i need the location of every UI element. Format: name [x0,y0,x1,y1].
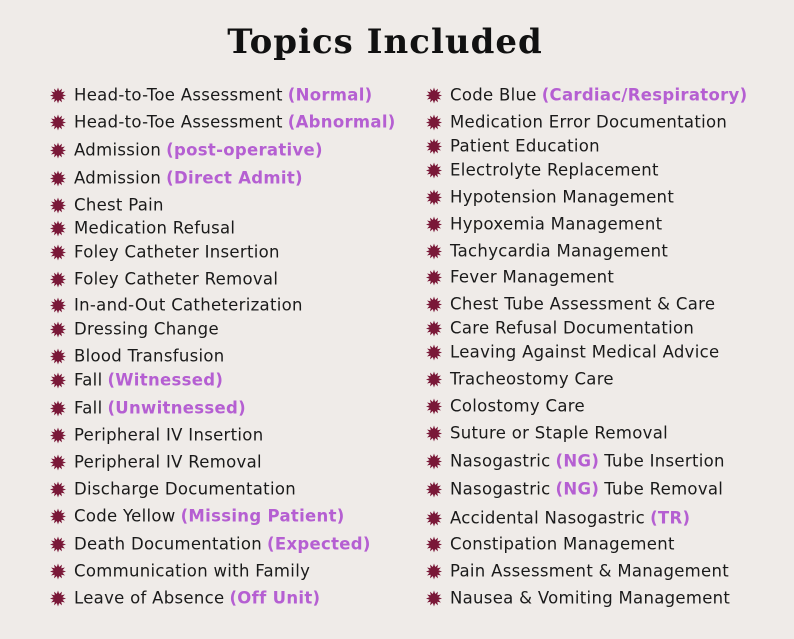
star-bullet-icon [50,563,66,579]
topic-label: Hypoxemia Management [450,214,663,234]
topic-item [426,295,715,314]
topic-item [426,424,668,443]
topic-label: Nasogastric [450,451,551,471]
topic-item [426,215,662,234]
star-bullet-icon [426,590,442,606]
topic-item [426,343,719,362]
topic-item [426,242,668,261]
topic-label: Admission [74,168,162,188]
topic-label: Care Refusal Documentation [450,318,695,338]
topic-qualifier: (TR) [650,508,691,528]
topic-item [50,296,303,315]
star-bullet-icon [50,87,66,103]
topic-item [426,509,690,528]
star-bullet-icon [50,508,66,524]
topic-qualifier: (NG) [555,479,600,499]
topic-label: Fall [74,398,103,418]
topic-label: Head-to-Toe Assessment [74,85,283,105]
topic-item [50,320,219,339]
topic-item [50,243,280,262]
topic-label: Death Documentation [74,534,263,554]
topic-qualifier: (Witnessed) [107,370,224,390]
topic-item [426,137,600,156]
topic-item [426,452,725,471]
star-bullet-icon [50,114,66,130]
topic-label: Medication Refusal [74,218,236,238]
star-bullet-icon [50,590,66,606]
topic-item [426,188,674,207]
topic-label: Fever Management [450,267,615,287]
topic-item [50,86,373,105]
star-bullet-icon [426,87,442,103]
topic-item [50,453,262,472]
topic-label: Suture or Staple Removal [450,423,669,443]
star-bullet-icon [50,271,66,287]
topic-label: Tracheostomy Care [450,369,614,389]
topic-item [426,113,727,132]
star-bullet-icon [50,170,66,186]
topic-label: Electrolyte Replacement [450,160,659,180]
star-bullet-icon [426,320,442,336]
topic-item [50,347,225,366]
topic-qualifier: (Missing Patient) [180,506,345,526]
topic-label: Nasogastric [450,479,551,499]
topic-item [426,397,585,416]
topic-item [50,589,320,608]
star-bullet-icon [50,220,66,236]
topic-item [50,169,303,188]
star-bullet-icon [50,481,66,497]
topic-label: Hypotension Management [450,187,675,207]
topic-label: Leaving Against Medical Advice [450,342,720,362]
star-bullet-icon [426,162,442,178]
topic-item [50,141,323,160]
topic-label: Blood Transfusion [74,346,225,366]
topic-item [426,161,659,180]
star-bullet-icon [50,400,66,416]
topic-item [426,480,723,499]
star-bullet-icon [50,348,66,364]
star-bullet-icon [50,197,66,213]
topic-qualifier: (Normal) [287,85,373,105]
topic-item [50,219,235,238]
star-bullet-icon [426,344,442,360]
page-title: Topics Included [227,22,543,62]
topic-label: Dressing Change [74,319,219,339]
star-bullet-icon [50,321,66,337]
star-bullet-icon [50,244,66,260]
topic-label: Accidental Nasogastric [450,508,646,528]
topic-label: Patient Education [450,136,600,156]
topic-qualifier: (Expected) [267,534,371,554]
topic-label: Admission [74,140,162,160]
star-bullet-icon [426,296,442,312]
star-bullet-icon [426,481,442,497]
topic-label: Peripheral IV Insertion [74,425,264,445]
star-bullet-icon [426,398,442,414]
topic-item [50,399,246,418]
topic-item [426,86,747,105]
topic-item [426,562,729,581]
topic-label: Foley Catheter Removal [74,269,279,289]
topic-qualifier: (NG) [555,451,600,471]
star-bullet-icon [426,536,442,552]
topic-qualifier: (Direct Admit) [166,168,303,188]
star-bullet-icon [50,427,66,443]
star-bullet-icon [426,189,442,205]
topic-label: Code Blue [450,85,537,105]
topic-label: Communication with Family [74,561,311,581]
topic-item [50,113,396,132]
topic-item [50,371,223,390]
topic-label-suffix: Tube Removal [604,479,724,499]
topic-item [426,268,614,287]
topic-label: Leave of Absence [74,588,225,608]
star-bullet-icon [426,371,442,387]
topic-item [426,589,730,608]
star-bullet-icon [426,563,442,579]
topic-item [50,426,263,445]
star-bullet-icon [426,243,442,259]
topic-label: Foley Catheter Insertion [74,242,280,262]
topic-item [426,535,675,554]
topic-qualifier: (post-operative) [166,140,323,160]
topic-qualifier: (Cardiac/Respiratory) [541,85,748,105]
star-bullet-icon [50,454,66,470]
star-bullet-icon [426,216,442,232]
topic-item [50,480,296,499]
star-bullet-icon [426,269,442,285]
star-bullet-icon [426,425,442,441]
topic-item [426,319,694,338]
topic-label: In-and-Out Catheterization [74,295,303,315]
topic-label: Chest Pain [74,195,164,215]
star-bullet-icon [50,372,66,388]
star-bullet-icon [50,297,66,313]
topic-label: Discharge Documentation [74,479,296,499]
topic-label: Fall [74,370,103,390]
topic-qualifier: (Off Unit) [229,588,321,608]
topic-label: Pain Assessment & Management [450,561,730,581]
star-bullet-icon [426,510,442,526]
star-bullet-icon [426,114,442,130]
topic-item [50,196,164,215]
topic-item [50,507,345,526]
topic-qualifier: (Unwitnessed) [107,398,246,418]
topic-label: Constipation Management [450,534,675,554]
star-bullet-icon [426,138,442,154]
topic-item [426,370,614,389]
topic-label: Colostomy Care [450,396,585,416]
topic-label-suffix: Tube Insertion [604,451,725,471]
star-bullet-icon [50,536,66,552]
star-bullet-icon [426,453,442,469]
topic-item [50,535,371,554]
topic-label: Chest Tube Assessment & Care [450,294,716,314]
topic-qualifier: (Abnormal) [287,112,396,132]
topic-label: Head-to-Toe Assessment [74,112,283,132]
topic-item [50,562,310,581]
topic-label: Medication Error Documentation [450,112,728,132]
topic-item [50,270,278,289]
topic-label: Peripheral IV Removal [74,452,262,472]
topic-label: Code Yellow [74,506,176,526]
topic-label: Tachycardia Management [450,241,669,261]
star-bullet-icon [50,142,66,158]
topic-label: Nausea & Vomiting Management [450,588,731,608]
